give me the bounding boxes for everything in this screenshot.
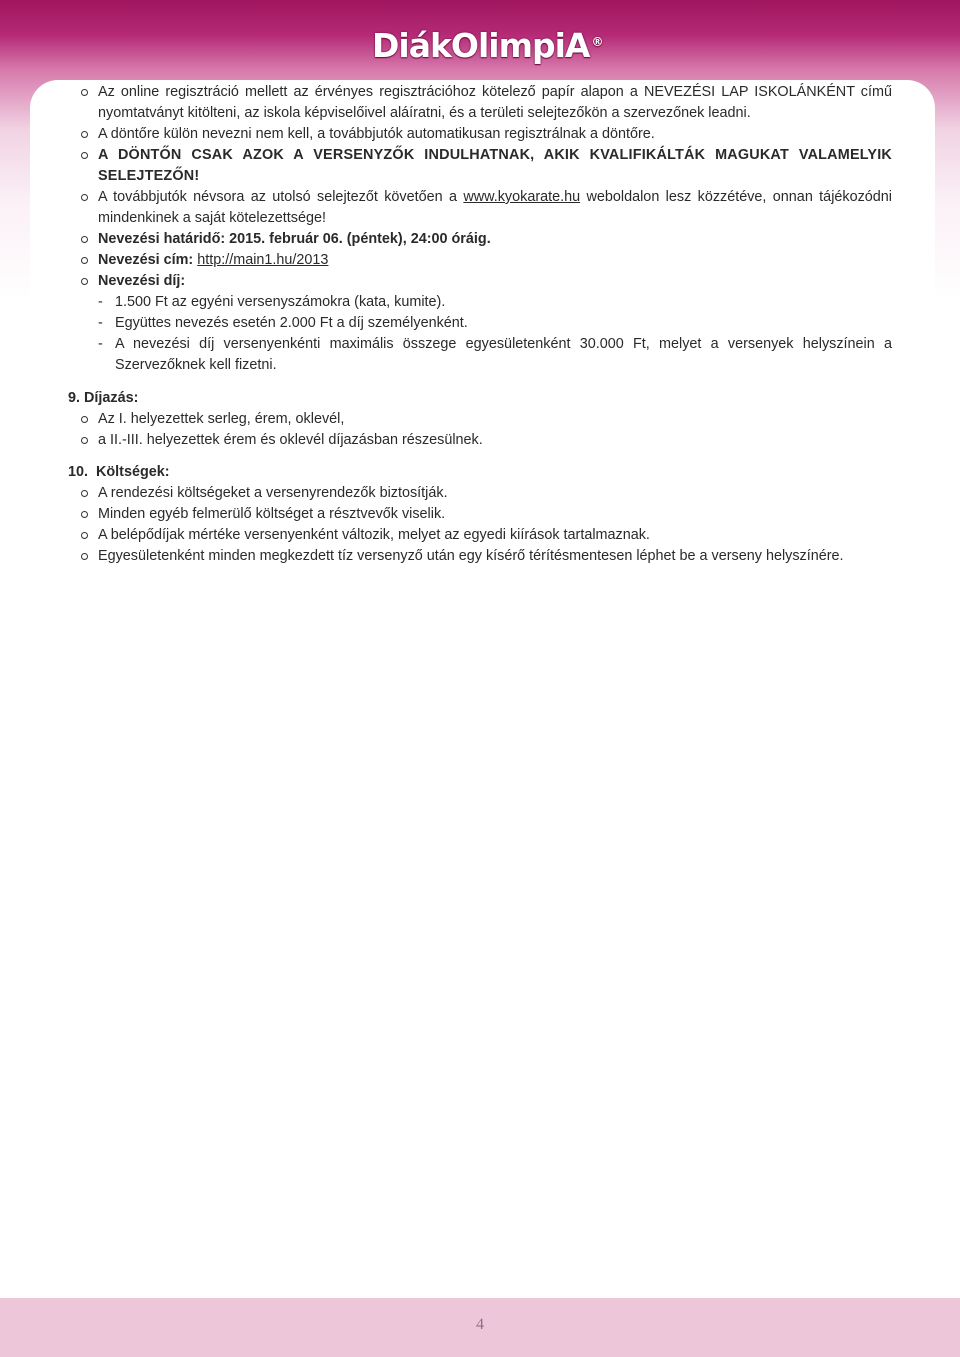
list-item-text: Minden egyéb felmerülő költséget a résztvevők viselik. xyxy=(98,506,446,522)
bullet-icon xyxy=(81,236,88,243)
bullet-icon xyxy=(81,152,88,159)
fee-text: A nevezési díj versenyenkénti maximális összege egyesületenként 30.000 Ft, melyet a versenyek helyszínein a Szervezőknek kell fizetni. xyxy=(115,336,892,373)
list-item xyxy=(68,504,892,525)
address-label: Nevezési cím: xyxy=(98,252,198,268)
page-number: 4 xyxy=(476,1316,484,1333)
fee-item xyxy=(68,292,892,313)
list-item xyxy=(68,124,892,145)
list-item-text: weboldalon lesz közzétéve, onnan tájékozódni mindenkinek a saját kötelezettsége! xyxy=(98,189,892,226)
list-item xyxy=(68,250,892,271)
dash: - xyxy=(98,336,103,352)
bullet-icon xyxy=(81,490,88,497)
bullet-icon xyxy=(81,257,88,264)
awards-heading: 9. Díjazás: xyxy=(68,390,139,406)
list-item-text: A döntőre külön nevezni nem kell, a továbbjutók automatikusan regisztrálnak a döntőre. xyxy=(98,126,655,142)
dash: - xyxy=(98,315,103,331)
bullet-icon xyxy=(81,194,88,201)
list-item xyxy=(68,483,892,504)
registration-list xyxy=(68,82,892,376)
awards-list xyxy=(68,409,892,451)
bullet-icon xyxy=(81,532,88,539)
list-item-text: a II.-III. helyezettek érem és oklevél díjazásban részesülnek. xyxy=(98,432,483,448)
list-item xyxy=(68,229,892,250)
list-item-text: Az I. helyezettek serleg, érem, oklevél, xyxy=(98,411,345,427)
kyokarate-link[interactable]: www.kyokarate.hu xyxy=(463,189,581,205)
list-item xyxy=(68,145,892,187)
qualification-warning: A DÖNTŐN CSAK AZOK A VERSENYZŐK INDULHATNAK, AKIK KVALIFIKÁLTÁK MAGUKAT VALAMELYIK SELEJTEZŐN! xyxy=(98,147,892,184)
fee-label: Nevezési díj: xyxy=(98,273,186,289)
dash: - xyxy=(98,294,103,310)
list-item xyxy=(68,271,892,292)
bullet-icon xyxy=(81,511,88,518)
fee-item xyxy=(68,313,892,334)
logo-text: DiákOlimpiA xyxy=(372,26,590,65)
registration-link[interactable]: http://main1.hu/2013 xyxy=(197,252,329,268)
list-item xyxy=(68,409,892,430)
fee-text: 1.500 Ft az egyéni versenyszámokra (kata, kumite). xyxy=(115,294,446,310)
bullet-icon xyxy=(81,437,88,444)
fee-item xyxy=(68,334,892,376)
list-item-text: A rendezési költségeket a versenyrendezők biztosítják. xyxy=(98,485,448,501)
costs-list xyxy=(68,483,892,567)
bullet-icon xyxy=(81,416,88,423)
bullet-icon xyxy=(81,131,88,138)
list-item xyxy=(68,525,892,546)
list-item-text: Egyesületenként minden megkezdett tíz versenyző után egy kísérő térítésmentesen léphet be a verseny helyszínére. xyxy=(98,548,844,564)
deadline-text: Nevezési határidő: 2015. február 06. (péntek), 24:00 óráig. xyxy=(98,231,491,247)
registered-mark: ® xyxy=(591,35,603,49)
bullet-icon xyxy=(81,553,88,560)
list-item-text: A belépődíjak mértéke versenyenként változik, melyet az egyedi kiírások tartalmaznak. xyxy=(98,527,650,543)
costs-heading: 10. Költségek: xyxy=(68,464,170,480)
bullet-icon xyxy=(81,89,88,96)
list-item xyxy=(68,82,892,124)
list-item-text: Az online regisztráció mellett az érvényes regisztrációhoz kötelező papír alapon a NEVEZÉSI LAP ISKOLÁNKÉNT című nyomtatványt kitölteni, az iskola képviselőivel aláíratni, és a területi selejtezőkön a szervezőnek leadni. xyxy=(98,84,892,121)
list-item xyxy=(68,430,892,451)
document-body xyxy=(68,82,892,567)
list-item xyxy=(68,546,892,567)
fee-text: Együttes nevezés esetén 2.000 Ft a díj személyenként. xyxy=(115,315,468,331)
list-item xyxy=(68,187,892,229)
bullet-icon xyxy=(81,278,88,285)
list-item-text: A továbbjutók névsora az utolsó selejtezőt követően a xyxy=(98,189,464,205)
diakolimpia-logo xyxy=(372,26,602,66)
